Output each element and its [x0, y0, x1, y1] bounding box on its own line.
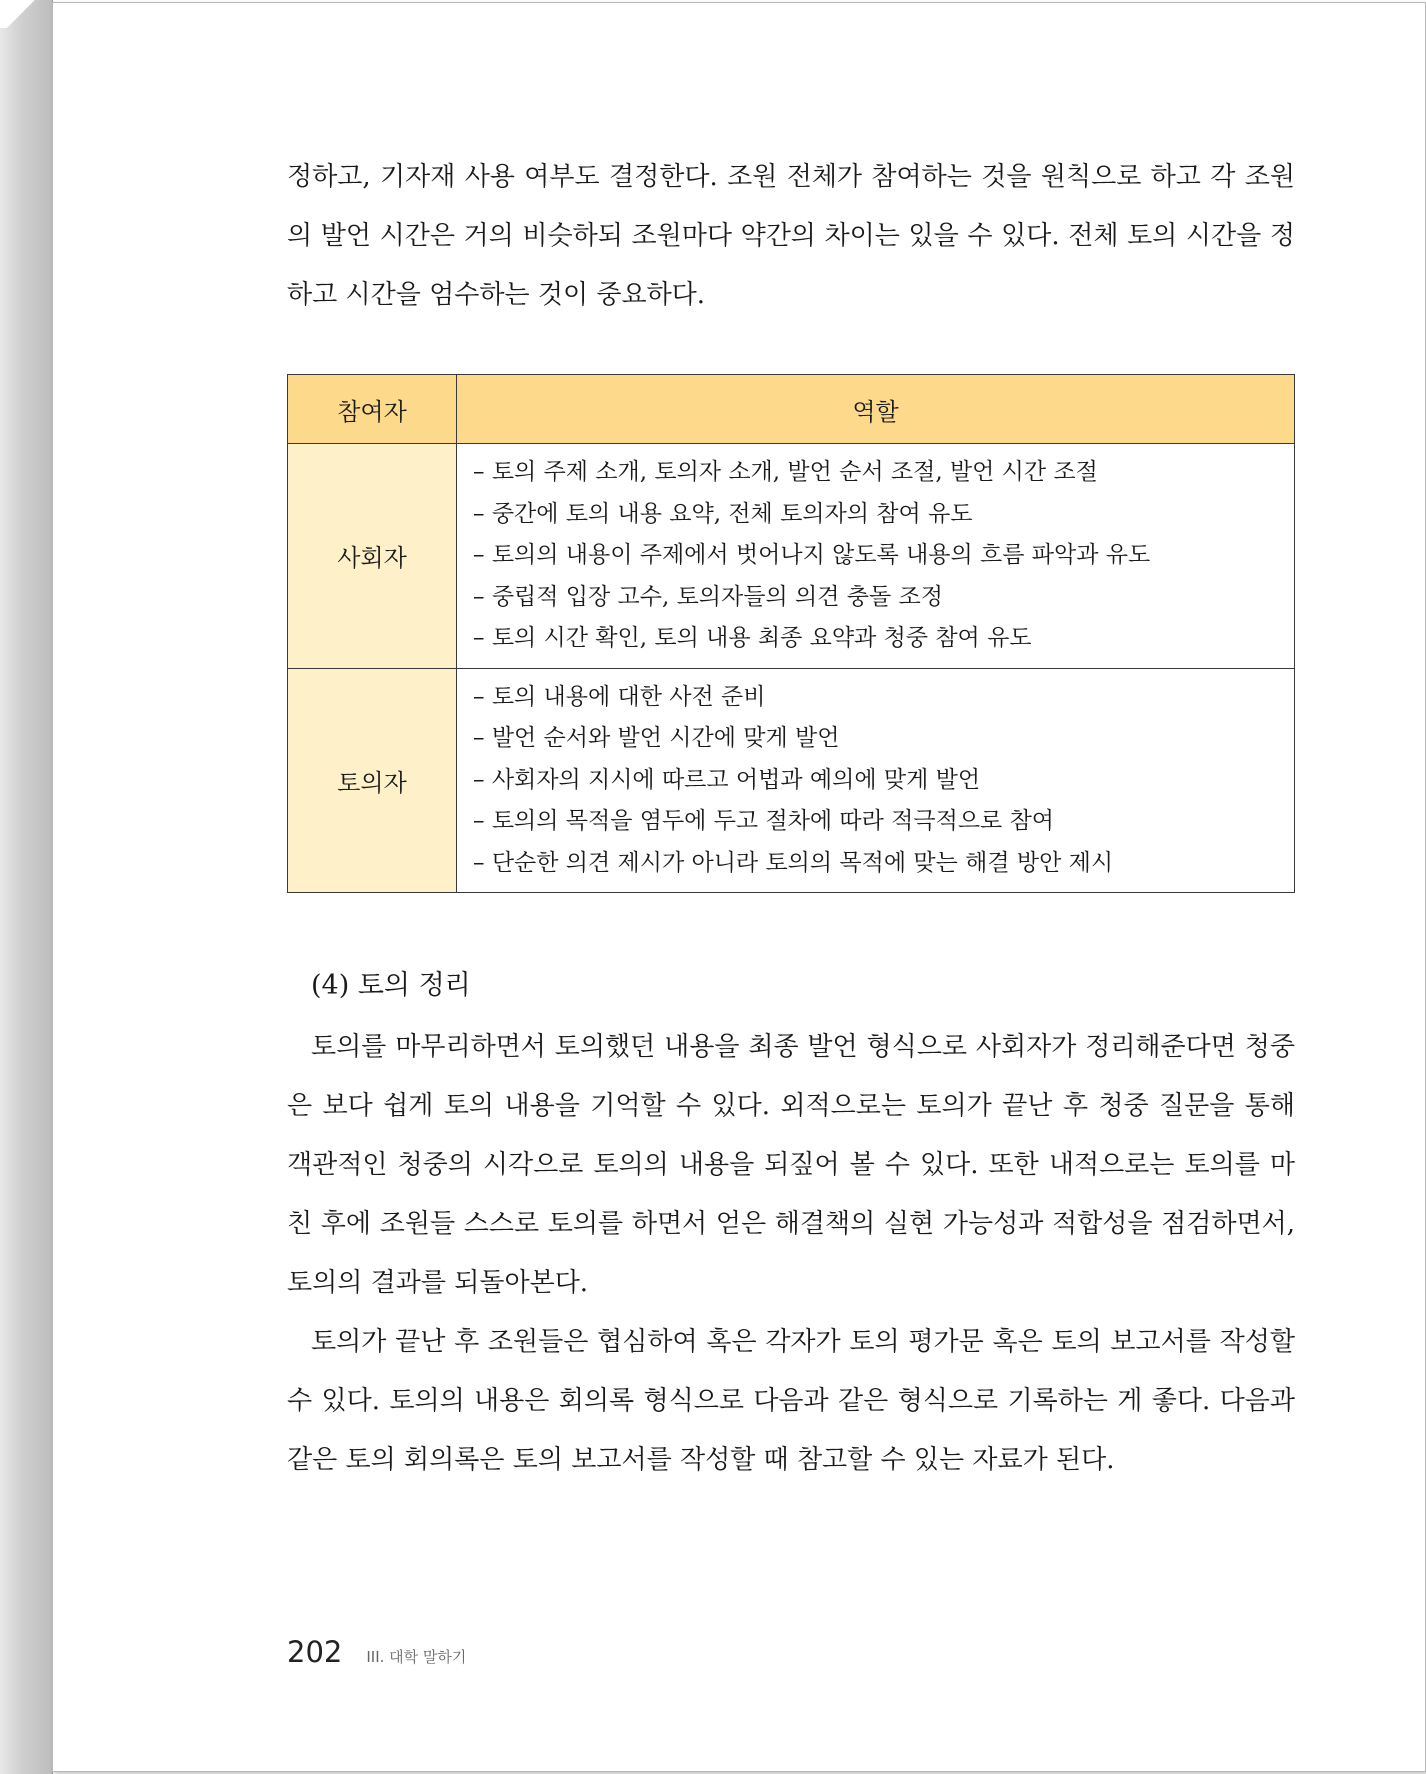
- summary-paragraph-1: 토의를 마무리하면서 토의했던 내용을 최종 발언 형식으로 사회자가 정리해준다면 청중은 보다 쉽게 토의 내용을 기억할 수 있다. 외적으로는 토의가 끝난 후 청중 질문을 통해 객관적인 청중의 시각으로 토의의 내용을 되짚어 볼 수 있다. 또한 내적으로는 토의를 마친 후에 조원들 스스로 토의를 하면서 얻은 해결책의 실현 가능성과 적합성을 점검하면서, 토의의 결과를 되돌아본다.: [287, 1032, 1295, 1298]
- role-moderator-label: 사회자: [288, 444, 457, 669]
- duty-item: – 토의의 내용이 주제에서 벗어나지 않도록 내용의 흐름 파악과 유도: [473, 535, 1294, 577]
- duty-item: – 사회자의 지시에 따르고 어법과 예의에 맞게 발언: [473, 760, 1294, 802]
- role-discussant-label: 토의자: [288, 668, 457, 893]
- page-number: 202: [287, 1635, 343, 1669]
- duty-item: – 중립적 입장 고수, 토의자들의 의견 충돌 조정: [473, 577, 1294, 619]
- duty-item: – 단순한 의견 제시가 아니라 토의의 목적에 맞는 해결 방안 제시: [473, 843, 1294, 885]
- duty-item: – 발언 순서와 발언 시간에 맞게 발언: [473, 718, 1294, 760]
- book-spine: [0, 0, 53, 1774]
- page-footer: [287, 1635, 466, 1669]
- table-row: [288, 444, 1295, 669]
- duty-item: – 토의의 목적을 염두에 두고 절차에 따라 적극적으로 참여: [473, 801, 1294, 843]
- role-discussant-duties: [457, 668, 1295, 893]
- duty-item: – 중간에 토의 내용 요약, 전체 토의자의 참여 유도: [473, 494, 1294, 536]
- duty-item: – 토의 내용에 대한 사전 준비: [473, 677, 1294, 719]
- duty-list: [473, 677, 1294, 885]
- summary-paragraph-2: 토의가 끝난 후 조원들은 협심하여 혹은 각자가 토의 평가문 혹은 토의 보고서를 작성할 수 있다. 토의의 내용은 회의록 형식으로 다음과 같은 형식으로 기록하는 게 좋다. 다음과 같은 토의 회의록은 토의 보고서를 작성할 때 참고할 수 있는 자료가 된다.: [287, 1327, 1295, 1475]
- section-heading: (4) 토의 정리: [311, 970, 471, 1001]
- chapter-label: III. 대학 말하기: [366, 1648, 467, 1666]
- table-row: [288, 668, 1295, 893]
- intro-paragraph: 정하고, 기자재 사용 여부도 결정한다. 조원 전체가 참여하는 것을 원칙으로 하고 각 조원의 발언 시간은 거의 비슷하되 조원마다 약간의 차이는 있을 수 있다. 전체 토의 시간을 정하고 시간을 엄수하는 것이 중요하다.: [287, 162, 1295, 310]
- book-corner: [0, 0, 58, 28]
- header-participant: 참여자: [288, 375, 457, 444]
- duty-list: [473, 452, 1294, 660]
- duty-item: – 토의 시간 확인, 토의 내용 최종 요약과 청중 참여 유도: [473, 618, 1294, 660]
- roles-table-container: [287, 374, 1295, 893]
- table-header-row: [288, 375, 1295, 444]
- page: [52, 2, 1426, 1772]
- header-role: 역할: [457, 375, 1295, 444]
- role-moderator-duties: [457, 444, 1295, 669]
- roles-table: [287, 374, 1295, 893]
- duty-item: – 토의 주제 소개, 토의자 소개, 발언 순서 조절, 발언 시간 조절: [473, 452, 1294, 494]
